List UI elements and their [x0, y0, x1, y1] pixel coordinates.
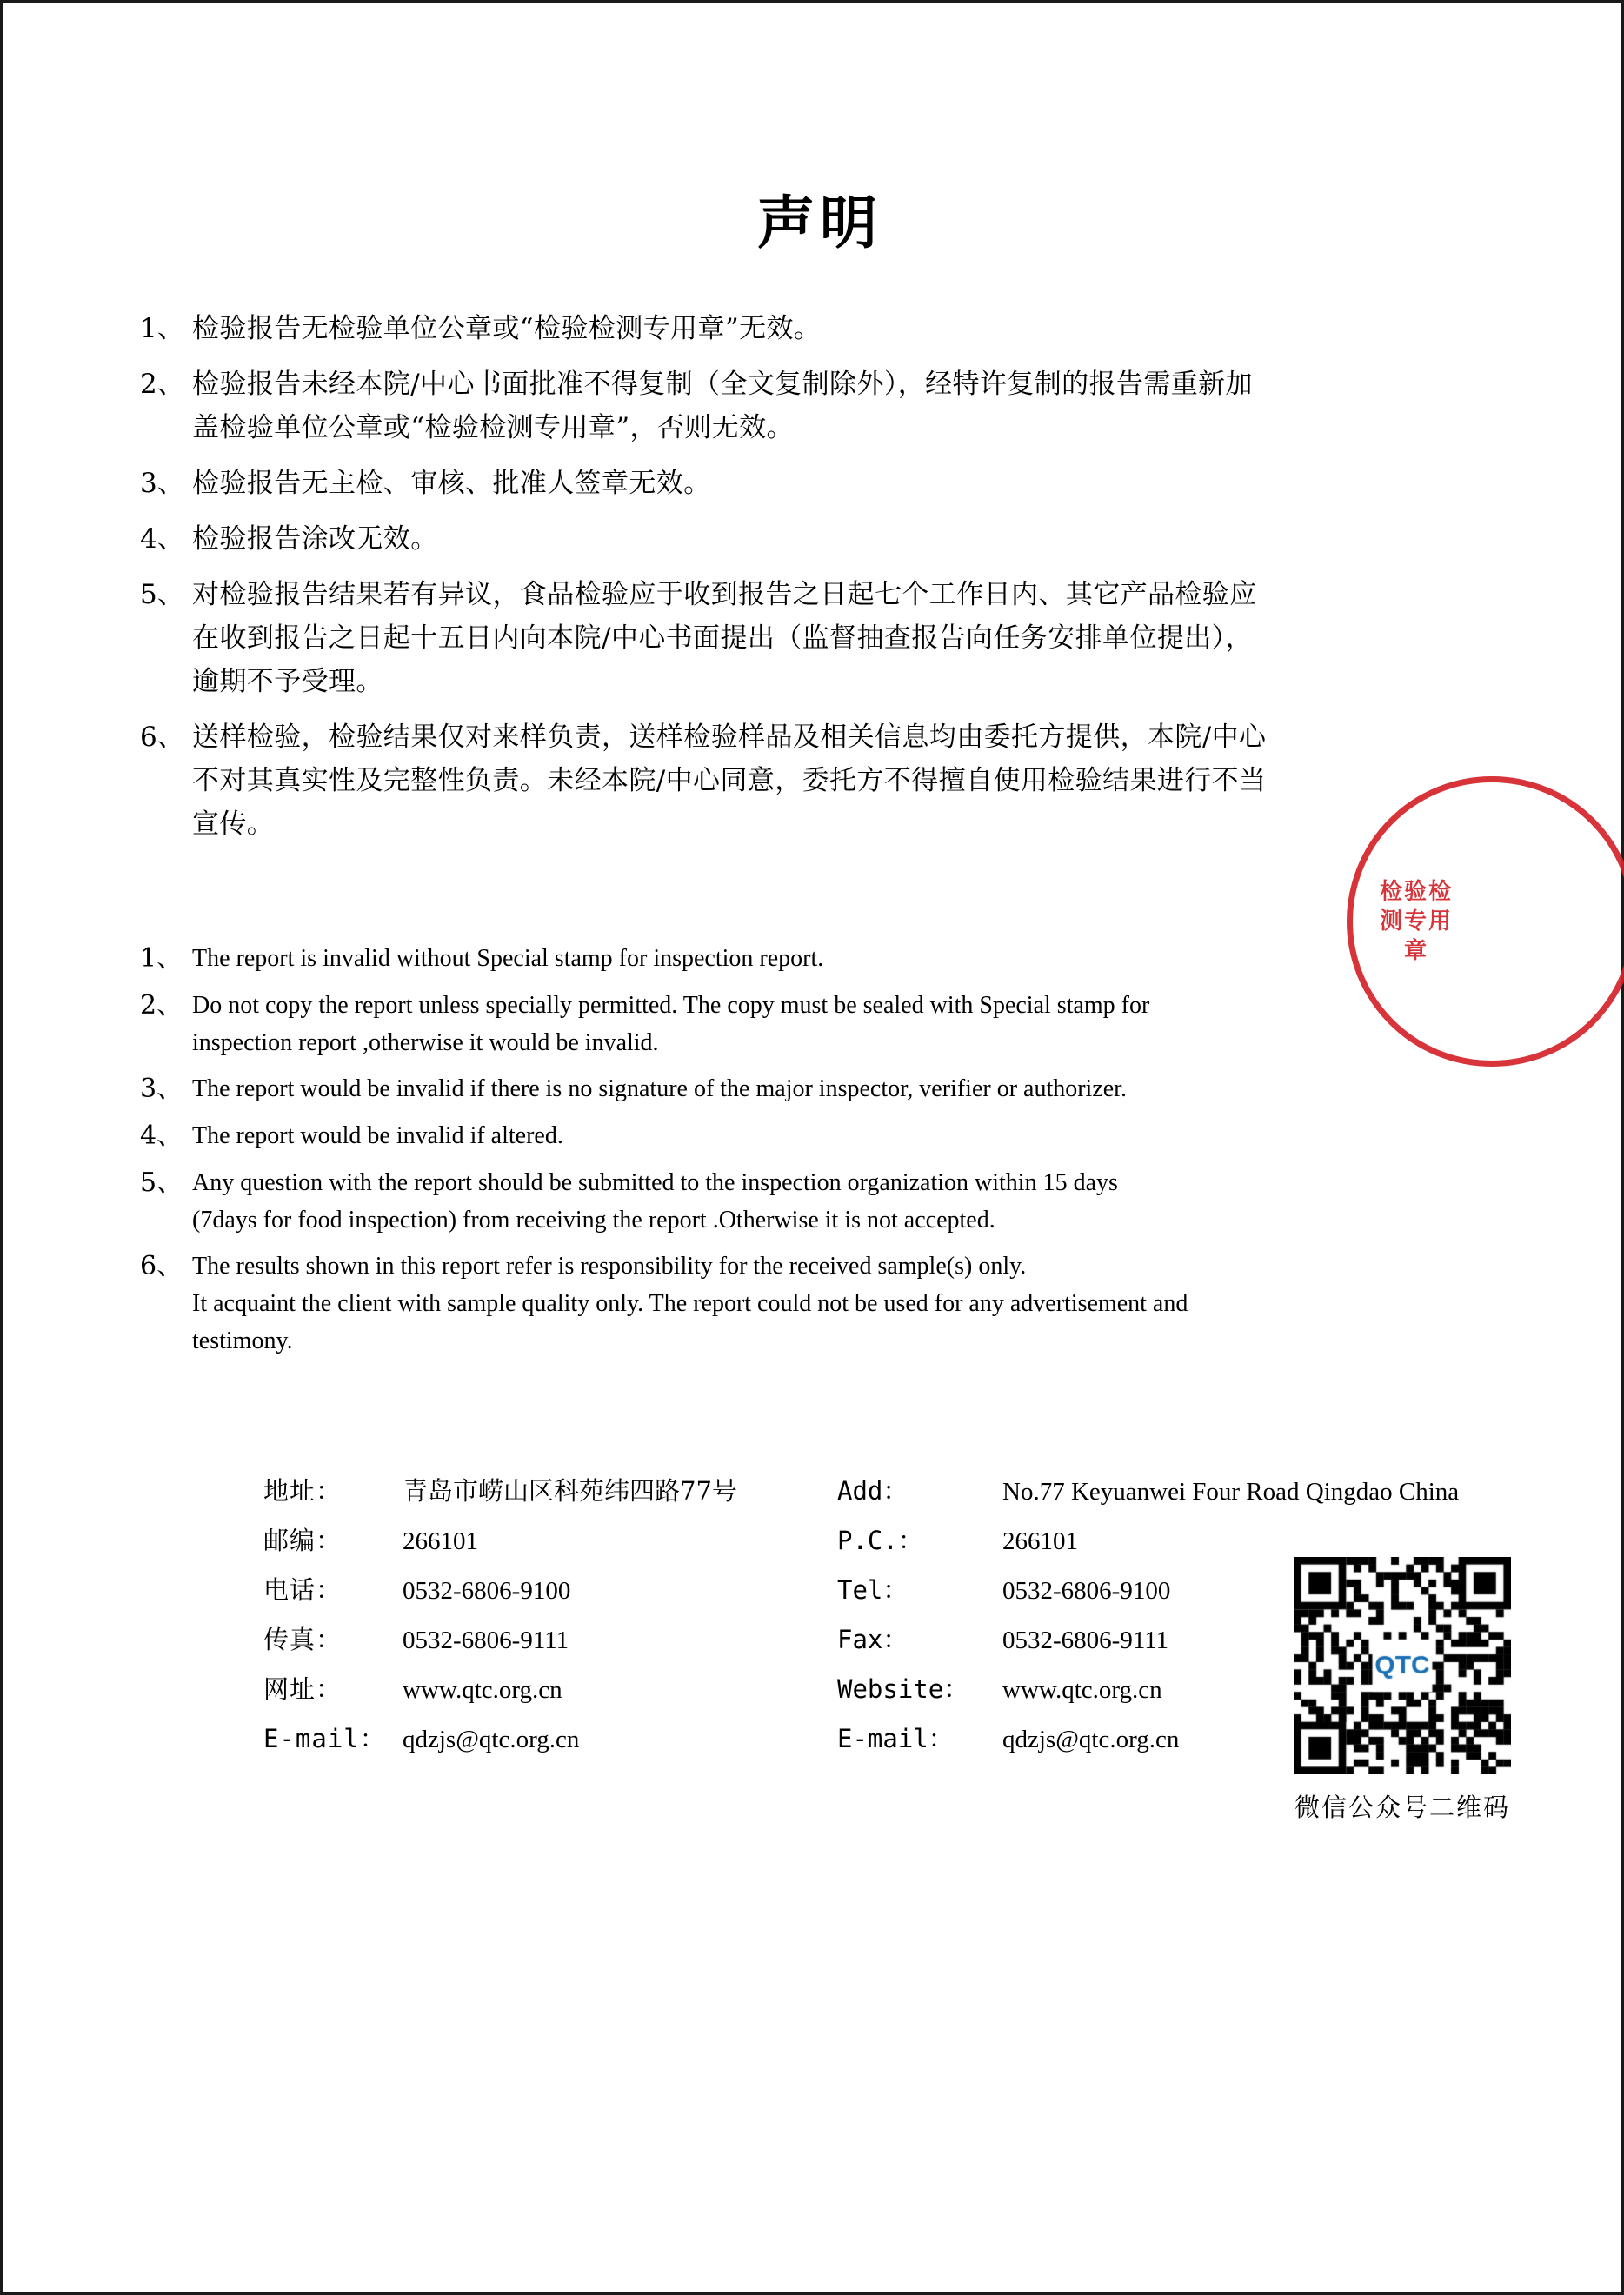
statement-line: It acquaint the client with sample quality only. The report could not be used for any advertisement and: [192, 1290, 1188, 1317]
statement-item-en: [140, 1070, 1514, 1108]
contact-value-cn: qdzjs@qtc.org.cn: [403, 1726, 580, 1753]
contact-label-cn: 传真：: [263, 1625, 343, 1654]
statement-line: inspection report ,otherwise it would be invalid.: [192, 1029, 659, 1056]
statement-text: [192, 462, 1514, 505]
contact-label-cn: 地址：: [263, 1476, 343, 1506]
statement-line: 检验报告未经本院/中心书面批准不得复制（全文复制除外），经特许复制的报告需重新加: [192, 369, 1253, 400]
statement-number: 6、: [140, 1251, 183, 1281]
statement-line: 检验报告无主检、审核、批准人签章无效。: [192, 468, 711, 499]
statement-number: 3、: [140, 1074, 183, 1104]
contact-value-en: www.qtc.org.cn: [1002, 1676, 1162, 1704]
statement-text: [192, 517, 1514, 561]
contact-label-en: E-mail：: [837, 1724, 954, 1753]
statement-item-en: [140, 987, 1514, 1061]
page-title: 声明: [757, 189, 882, 256]
statement-line: Any question with the report should be submitted to the inspection organization within 15 days: [192, 1169, 1118, 1196]
statement-line: The results shown in this report refer is responsibility for the received sample(s) only.: [192, 1253, 1027, 1280]
statement-number: 4、: [140, 1121, 183, 1151]
statement-line: 在收到报告之日起十五日内向本院/中心书面提出（监督抽查报告向任务安排单位提出），: [192, 622, 1253, 654]
contact-value-cn: 青岛市崂山区科苑纬四路77号: [403, 1476, 737, 1506]
statement-text: [192, 1247, 1514, 1360]
stamp-label: 检验检测专用章: [1379, 879, 1453, 964]
qr-code-icon: [1294, 1557, 1511, 1774]
contact-label-cn: 邮编：: [263, 1526, 343, 1555]
wechat-qr-block: [1276, 1557, 1528, 1824]
statements-english-list: [140, 940, 1514, 1368]
statement-item-cn: [140, 517, 1514, 561]
statement-item-cn: [140, 573, 1514, 703]
official-seal-stamp: [1347, 776, 1624, 1067]
contact-value-cn: www.qtc.org.cn: [403, 1676, 562, 1704]
statement-text: [192, 363, 1514, 449]
statement-item-en: [140, 940, 1514, 978]
statement-line: The report would be invalid if there is no signature of the major inspector, verifier or authorizer.: [192, 1075, 1127, 1102]
statement-line: 不对其真实性及完整性负责。未经本院/中心同意，委托方不得擅自使用检验结果进行不当: [192, 765, 1267, 796]
contact-value-en: 0532-6806-9100: [1002, 1577, 1171, 1605]
statement-line: The report would be invalid if altered.: [192, 1122, 563, 1149]
statement-item-cn: [140, 363, 1514, 449]
contact-label-en: Website：: [837, 1674, 969, 1704]
statement-item-en: [140, 1164, 1514, 1239]
statement-item-en: [140, 1247, 1514, 1360]
statement-item-cn: [140, 307, 1514, 350]
contact-value-cn: 0532-6806-9111: [403, 1626, 569, 1654]
statement-line: 宣传。: [192, 808, 275, 840]
contact-label-cn: 电话：: [263, 1575, 343, 1605]
statement-item-en: [140, 1117, 1514, 1155]
contact-value-en: No.77 Keyuanwei Four Road Qingdao China: [1002, 1478, 1460, 1506]
statement-line: (7days for food inspection) from receiving the report .Otherwise it is not accepted.: [192, 1207, 995, 1234]
statement-line: 送样检验，检验结果仅对来样负责，送样检验样品及相关信息均由委托方提供，本院/中心: [192, 722, 1267, 753]
statement-line: 对检验报告结果若有异议，食品检验应于收到报告之日起七个工作日内、其它产品检验应: [192, 579, 1257, 610]
statement-line: 检验报告涂改无效。: [192, 523, 438, 555]
statement-number: 4、: [140, 523, 184, 555]
statement-text: [192, 987, 1514, 1061]
statement-line: testimony.: [192, 1327, 293, 1354]
contact-label-en: Tel：: [837, 1575, 909, 1605]
contact-label-en: Add：: [837, 1476, 909, 1506]
statement-text: [192, 307, 1514, 350]
statement-line: 检验报告无检验单位公章或“检验检测专用章”无效。: [192, 313, 822, 344]
contact-value-en: qdzjs@qtc.org.cn: [1002, 1726, 1180, 1753]
statements-chinese-list: [140, 307, 1514, 858]
contact-label-cn: E-mail：: [263, 1724, 386, 1753]
statement-text: [192, 573, 1514, 703]
contact-value-cn: 266101: [403, 1527, 478, 1555]
contact-value-cn: 0532-6806-9100: [403, 1577, 571, 1605]
statement-number: 3、: [140, 468, 184, 499]
statement-number: 1、: [140, 943, 183, 974]
statement-number: 1、: [140, 313, 184, 344]
statement-item-cn: [140, 715, 1514, 846]
statement-line: 逾期不予受理。: [192, 666, 383, 697]
contact-label-cn: 网址：: [263, 1674, 343, 1704]
contact-label-en: P.C.：: [837, 1526, 923, 1555]
statement-text: [192, 1117, 1514, 1154]
statement-line: 盖检验单位公章或“检验检测专用章”，否则无效。: [192, 412, 794, 443]
statement-text: [192, 940, 1514, 977]
statement-number: 2、: [140, 990, 183, 1021]
statement-line: The report is invalid without Special stamp for inspection report.: [192, 945, 824, 972]
statement-number: 5、: [140, 579, 184, 610]
statement-text: [192, 1070, 1514, 1108]
contact-row: [263, 1472, 1533, 1521]
statement-line: Do not copy the report unless specially permitted. The copy must be sealed with Special stamp for: [192, 992, 1150, 1019]
statement-item-cn: [140, 462, 1514, 505]
qr-caption: 微信公众号二维码: [1294, 1793, 1510, 1822]
contact-label-en: Fax：: [837, 1625, 909, 1654]
statement-number: 2、: [140, 369, 184, 400]
statement-text: [192, 715, 1514, 846]
statement-number: 5、: [140, 1167, 183, 1198]
contact-value-en: 0532-6806-9111: [1002, 1626, 1169, 1654]
contact-value-en: 266101: [1002, 1527, 1078, 1555]
statement-number: 6、: [140, 722, 184, 753]
statement-text: [192, 1164, 1514, 1239]
